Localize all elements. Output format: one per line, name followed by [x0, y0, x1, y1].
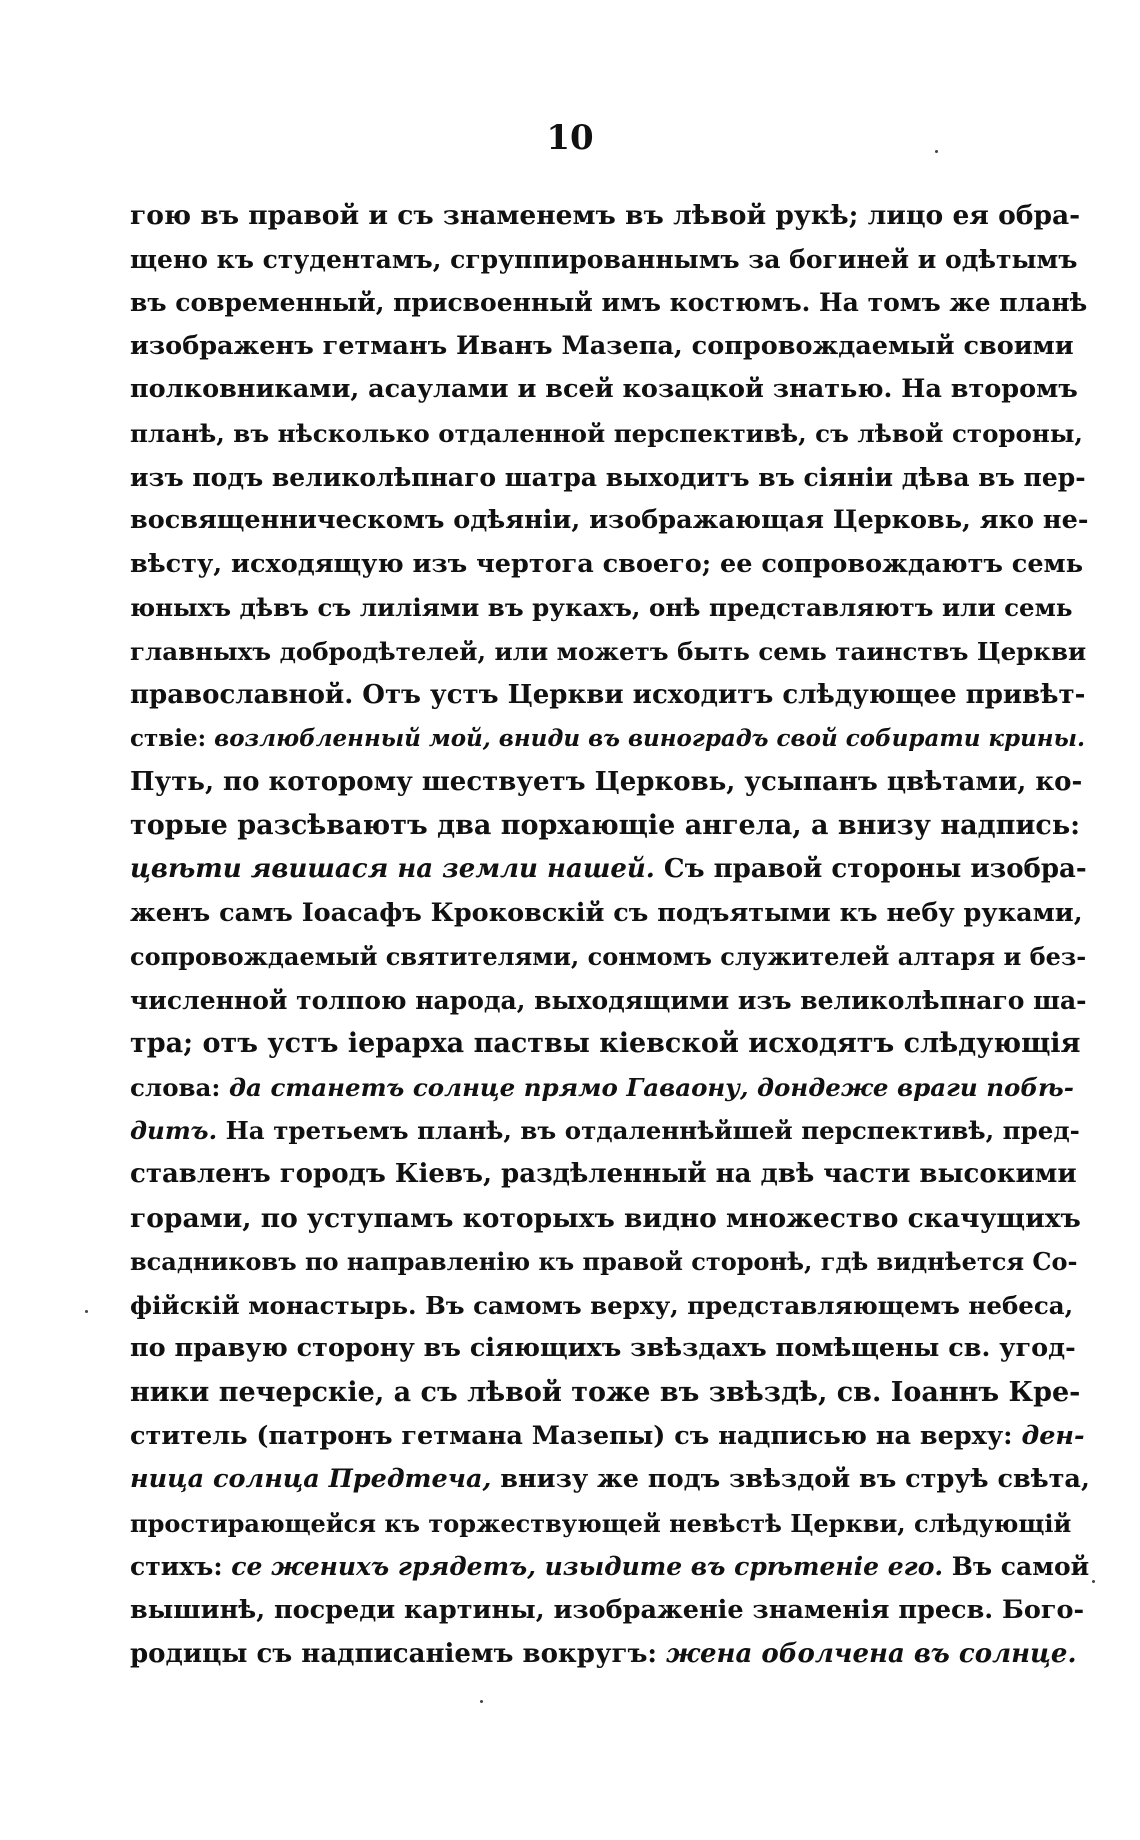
text-segment: торые разсѣваютъ два порхающіе ангела, а внизу надпись:	[130, 810, 1081, 842]
text-line	[130, 761, 1090, 805]
text-line	[130, 325, 1090, 369]
text-segment: всадниковъ по направленію къ правой сторонѣ, гдѣ виднѣется Со-	[130, 1247, 1078, 1277]
text-segment: родицы съ надписаніемъ вокругъ:	[130, 1638, 667, 1669]
text-segment: планѣ, въ нѣсколько отдаленной перспективѣ, съ лѣвой стороны,	[130, 418, 1083, 448]
text-line	[130, 717, 1090, 761]
text-line	[130, 368, 1090, 412]
text-line	[130, 1415, 1090, 1459]
text-line	[130, 848, 1090, 892]
text-line	[130, 412, 1090, 456]
text-segment: внизу же подъ звѣздой въ струѣ свѣта,	[491, 1464, 1090, 1495]
text-segment: горами, по уступамъ которыхъ видно множество скачущихъ	[130, 1202, 1081, 1234]
text-segment: стихъ:	[130, 1552, 232, 1582]
text-segment: полковниками, асаулами и всей козацкой знатью. На второмъ	[130, 374, 1078, 405]
text-segment: На третьемъ планѣ, въ отдаленнѣйшей перспективѣ, пред-	[217, 1116, 1080, 1146]
italic-quote: возлюбленный мой, вниди въ виноградъ свой собирати крины.	[214, 725, 1085, 753]
text-segment: Въ самой	[943, 1552, 1090, 1582]
print-speck	[935, 150, 938, 153]
italic-quote: да станетъ солнце прямо Гаваону, дондеже враги побѣ-	[229, 1072, 1074, 1102]
text-line	[130, 1633, 1090, 1677]
text-segment: главныхъ добродѣтелей, или можетъ быть семь таинствъ Церкви	[130, 636, 1087, 666]
text-line	[130, 238, 1090, 282]
text-line	[130, 674, 1090, 718]
text-segment: сопровождаемый святителями, сонмомъ служителей алтаря и без-	[130, 942, 1087, 972]
text-segment: ставленъ городъ Кіевъ, раздѣленный на двѣ части высокими	[130, 1159, 1077, 1190]
text-line	[130, 892, 1090, 936]
text-line	[130, 979, 1090, 1023]
text-segment: православной. Отъ устъ Церкви исходитъ слѣдующее привѣт-	[130, 679, 1086, 710]
text-segment: ститель (патронъ гетмана Мазепы) съ надписью на верху:	[130, 1420, 1022, 1451]
text-line	[130, 586, 1090, 630]
text-line	[130, 804, 1090, 848]
italic-quote: цвѣти явишася на земли нашей.	[130, 853, 655, 884]
text-line	[130, 1589, 1090, 1633]
text-segment: въ современный, присвоенный имъ костюмъ. На томъ же планѣ	[130, 288, 1088, 318]
text-segment: восвященническомъ одѣяніи, изображающая Церковь, яко не-	[130, 505, 1089, 536]
text-segment: Путь, по которому шествуетъ Церковь, усыпанъ цвѣтами, ко-	[130, 766, 1083, 797]
text-segment: слова:	[130, 1072, 230, 1102]
text-line	[130, 1066, 1090, 1110]
text-segment: простирающейся къ торжествующей невѣстѣ Церкви, слѣдующій	[130, 1508, 1072, 1538]
italic-quote: жена оболчена въ солнце.	[666, 1638, 1077, 1669]
text-segment: ствіе:	[130, 725, 215, 753]
text-line	[130, 281, 1090, 325]
text-line	[130, 1284, 1090, 1328]
text-line	[130, 543, 1090, 587]
text-segment: по правую сторону въ сіяющихъ звѣздахъ помѣщены св. угод-	[130, 1333, 1076, 1364]
text-line	[130, 1153, 1090, 1197]
text-line	[130, 1545, 1090, 1589]
text-line	[130, 1197, 1090, 1241]
text-line	[130, 1327, 1090, 1371]
print-speck	[85, 1310, 88, 1313]
text-segment: тра; отъ устъ іерарха паствы кіевской исходятъ слѣдующія	[130, 1028, 1081, 1060]
page-number: 10	[546, 118, 594, 158]
text-segment: женъ самъ Іоасафъ Кроковскій съ подъятыми къ небу руками,	[130, 897, 1083, 928]
italic-quote: се женихъ грядетъ, изыдите въ срѣтеніе его.	[231, 1552, 944, 1582]
italic-quote: ден-	[1021, 1420, 1085, 1451]
text-line	[130, 935, 1090, 979]
text-segment: ники печерскіе, а съ лѣвой тоже въ звѣздѣ, св. Іоаннъ Кре-	[130, 1377, 1081, 1409]
text-segment: вѣсту, исходящую изъ чертога своего; ее сопровождаютъ семь	[130, 548, 1084, 579]
text-segment: щено къ студентамъ, сгруппированнымъ за богиней и одѣтымъ	[130, 244, 1078, 274]
text-line	[130, 630, 1090, 674]
text-line	[130, 194, 1090, 238]
text-segment: численной толпою народа, выходящими изъ великолѣпнаго ша-	[130, 985, 1087, 1015]
text-segment: изображенъ гетманъ Иванъ Мазепа, сопровождаемый своими	[130, 330, 1074, 361]
text-line	[130, 1458, 1090, 1502]
print-speck	[480, 1700, 483, 1703]
text-segment: фійскій монастырь. Въ самомъ верху, представляющемъ небеса,	[130, 1290, 1074, 1320]
text-line	[130, 1371, 1090, 1415]
text-line	[130, 1109, 1090, 1153]
text-segment: вышинѣ, посреди картины, изображеніе знаменія пресв. Бого-	[130, 1595, 1085, 1625]
italic-quote: дитъ.	[130, 1116, 218, 1146]
text-segment: изъ подъ великолѣпнаго шатра выходитъ въ сіяніи дѣва въ пер-	[130, 462, 1086, 492]
text-segment: гою въ правой и съ знаменемъ въ лѣвой рукѣ; лицо ея обра-	[130, 200, 1081, 231]
text-segment: Съ правой стороны изобра-	[654, 853, 1087, 884]
text-line	[130, 1502, 1090, 1546]
text-segment: юныхъ дѣвъ съ лиліями въ рукахъ, онѣ представляютъ или семь	[130, 593, 1073, 623]
italic-quote: ница солнца Предтеча,	[130, 1464, 492, 1495]
text-line	[130, 1240, 1090, 1284]
text-line	[130, 456, 1090, 500]
print-speck	[1092, 1580, 1095, 1583]
body-text	[130, 194, 1090, 1676]
text-line	[130, 499, 1090, 543]
text-line	[130, 1022, 1090, 1066]
